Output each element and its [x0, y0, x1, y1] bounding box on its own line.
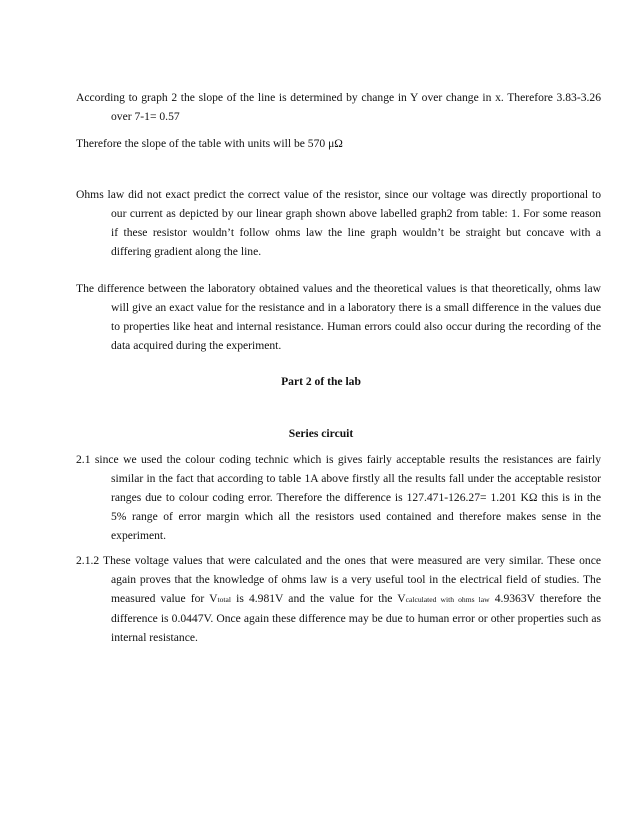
- paragraph-2-1-2: [76, 551, 601, 647]
- paragraph-2-1-2-text-c: 4.9363V therefore the difference is 0.0447V. Once again these difference may be due to human error or other properties such as internal resistance.: [111, 592, 601, 644]
- paragraph-2-1-2-text-a: 2.1.2 These voltage values that were calculated and the ones that were measured are very similar. These once again proves that the knowledge of ohms law is a very useful tool in the electrical field of studies. The measured value for V: [76, 554, 601, 605]
- subscript-calculated: calculated with ohms law: [405, 595, 490, 604]
- paragraph-ohms-law-prediction: Ohms law did not exact predict the correct value of the resistor, since our voltage was directly proportional to our current as depicted by our linear graph shown above labelled graph2 from table: 1. For some reason if these resistor wouldn’t follow ohms law the line graph wouldn’t be straight but concave with a differing gradient along the line.: [76, 188, 601, 258]
- subscript-total: total: [217, 595, 232, 604]
- paragraph-slope-calculation: According to graph 2 the slope of the line is determined by change in Y over change in x. Therefore 3.83-3.26 over 7-1= 0.57: [76, 91, 601, 123]
- paragraph-2-1-2-text-b: is 4.981V and the value for the V: [231, 592, 406, 605]
- paragraph-2-1: 2.1 since we used the colour coding technic which is gives fairly acceptable results the resistances are fairly similar in the fact that according to table 1A above firstly all the results fall under the acceptable resistor ranges due to colour coding error. Therefore the difference is 127.471-126.27= 1.201 KΩ this is in the 5% range of error margin which all the resistors used contained and therefore makes sense in the experiment.: [76, 453, 601, 542]
- paragraph-difference-explanation: The difference between the laboratory obtained values and the theoretical values is that theoretically, ohms law will give an exact value for the resistance and in a laboratory there is a small difference in the values due to properties like heat and internal resistance. Human errors could also occur during the recording of the data acquired during the experiment.: [76, 282, 601, 352]
- paragraph-slope-units: Therefore the slope of the table with units will be 570 μΩ: [76, 137, 343, 150]
- heading-part-2: Part 2 of the lab: [281, 375, 361, 388]
- heading-series-circuit: Series circuit: [288, 427, 354, 440]
